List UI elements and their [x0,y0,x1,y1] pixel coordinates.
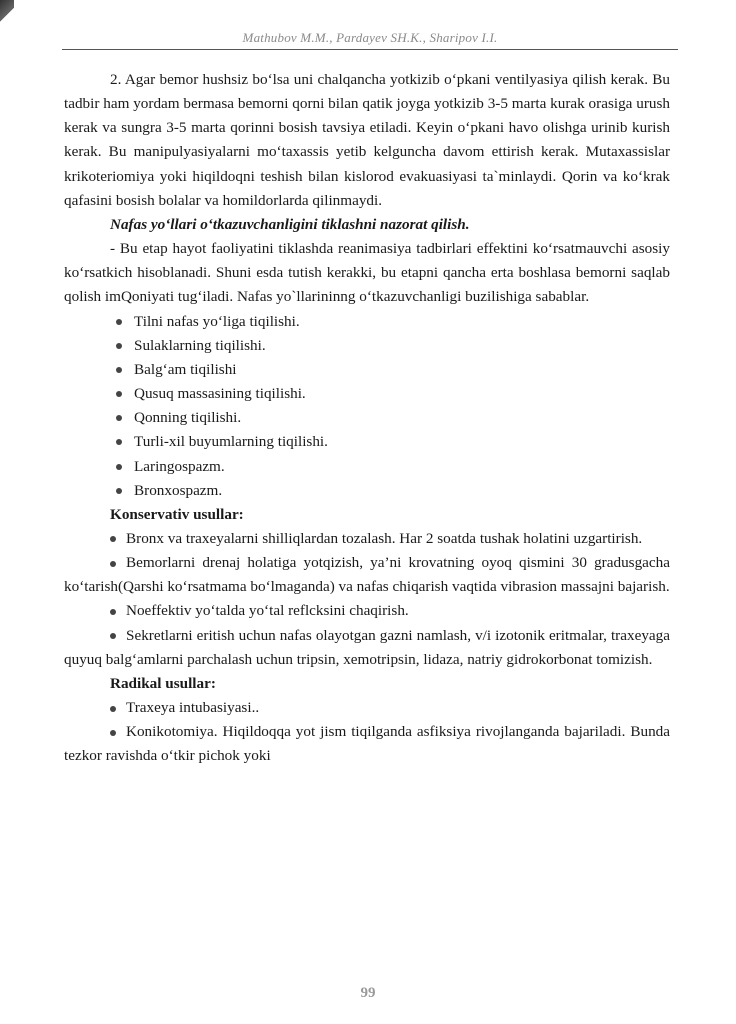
section-paragraph-airway: - Bu etap hayot faoliyatini tiklashda reanimasiya tadbirlari effektini ko‘rsatmauvchi asosiy ko‘rsatkich hisoblanadi. Shuni esda tutish kerakki, bu etapni qancha erta boshlasa bemorni saqlab qolish imQoniyati tug‘iladi. Nafas yo`llarininng o‘tkazuvchanligi buzilishiga sabablar. [64,240,670,306]
bullet-icon [116,319,122,325]
bullet-icon [110,536,116,542]
bullet-icon [110,561,116,567]
conservative-item: Bemorlarni drenaj holatiga yotqizish, ya’ni krovatning oyoq qismini 30 gradusgacha ko‘tarish(Qarshi ko‘rsatmama bo‘lmaganda) va nafas chiqarish vaqtida vibrasion massajni bajarish. [64,554,670,596]
list-item: Balg‘am tiqilishi [64,358,670,382]
list-item: Qonning tiqilishi. [64,406,670,430]
radical-heading: Radikal usullar: [110,674,216,692]
bullet-icon [116,343,122,349]
bullet-icon [110,609,116,615]
list-item: Turli-xil buyumlarning tiqilishi. [64,430,670,454]
list-item: Bronxospazm. [64,479,670,503]
conservative-item: Noeffektiv yo‘talda yo‘tal reflcksini chaqirish. [64,599,670,623]
bullet-icon [110,706,116,712]
conservative-heading: Konservativ usullar: [110,505,244,523]
page-number: 99 [360,985,376,1001]
bullet-icon [116,464,122,470]
radical-item: Traxeya intubasiyasi.. [64,696,670,720]
section-heading-airway: Nafas yo‘llari o‘tkazuvchanligini tiklashni nazorat qilish. [110,215,470,233]
list-item: Tilni nafas yo‘liga tiqilishi. [64,310,670,334]
list-item: Sulaklarning tiqilishi. [64,334,670,358]
bullet-icon [116,367,122,373]
bullet-icon [110,633,116,639]
running-header: Mathubov M.M., Pardayev SH.K., Sharipov I.I. [62,30,678,50]
page-content [64,68,670,769]
page-corner-mark [0,0,14,22]
causes-list [64,310,670,503]
list-item: Laringospazm. [64,455,670,479]
conservative-item: Bronx va traxeyalarni shilliqlardan tozalash. Har 2 soatda tushak holatini uzgartirish. [64,527,670,551]
list-item: Qusuq massasining tiqilishi. [64,382,670,406]
bullet-icon [116,488,122,494]
bullet-icon [110,730,116,736]
radical-item: Konikotomiya. Hiqildoqqa yot jism tiqilganda asfiksiya rivojlanganda bajariladi. Bunda tezkor ravishda o‘tkir pichok yoki [64,723,670,765]
intro-paragraph: 2. Agar bemor hushsiz bo‘lsa uni chalqancha yotkizib o‘pkani ventilyasiya qilish kerak. Bu tadbir ham yordam bermasa bemorni qorni bilan qatik joyga yotkizib 3-5 marta kurak orasiga urush kerak va sungra 3-5 marta qorinni bosish tavsiya etiladi. Keyin o‘pkani havo olishga urinib kurish kerak. Bu manipulyasiyalarni mo‘taxassis yetib kelguncha davom ettirish kerak. Mutaxassislar krikoteriomiya yoki hiqildoqni teshish bilan kislorod evakuasiyasi ta`minlaydi. Qorin va ko‘krak qafasini bosish bolalar va homildorlarda qilinmaydi. [64,71,670,209]
bullet-icon [116,391,122,397]
conservative-item: Sekretlarni eritish uchun nafas olayotgan gazni namlash, v/i izotonik eritmalar, traxeyaga quyuq balg‘amlarni parchalash uchun tripsin, xemotripsin, lidaza, natriy gidrokorbonat tomizish. [64,626,670,668]
